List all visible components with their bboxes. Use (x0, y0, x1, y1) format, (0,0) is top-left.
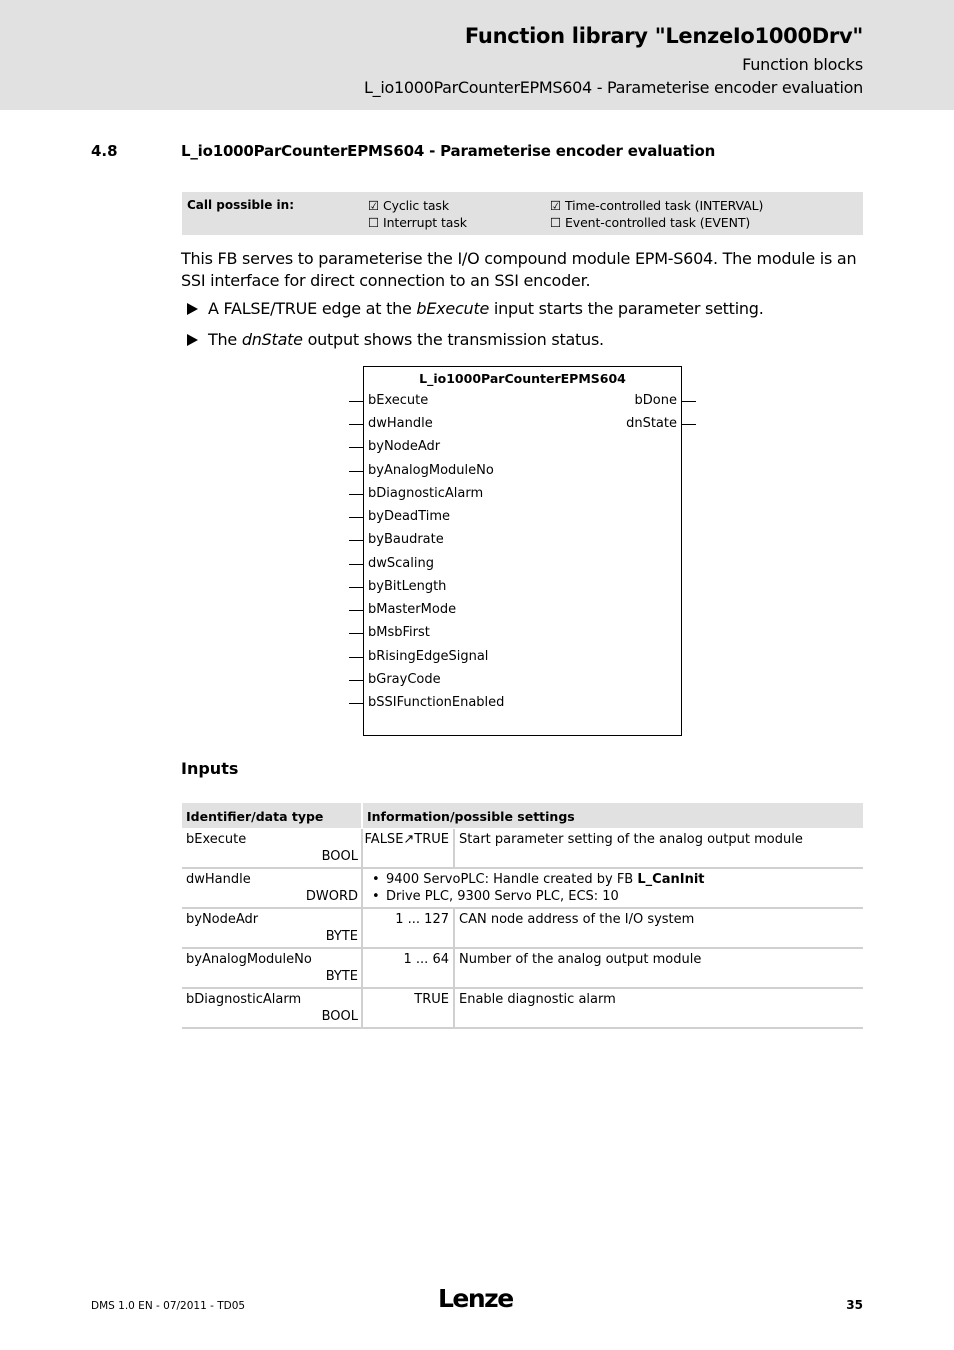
pin-line (349, 494, 363, 495)
call-possible-box (182, 192, 863, 235)
fb-input-pin: byAnalogModuleNo (368, 463, 494, 478)
table-row (182, 869, 863, 909)
pin-line (349, 471, 363, 472)
pin-line (349, 587, 363, 588)
fb-input-pin: bExecute (368, 393, 429, 408)
fb-input-pin: byBitLength (368, 579, 447, 594)
fb-input-pin: bDiagnosticAlarm (368, 486, 484, 501)
row-data-type: DWORD (305, 889, 358, 904)
row-info: Start parameter setting of the analog output module (459, 832, 803, 847)
function-block-diagram (363, 366, 682, 736)
intro-bullet-dnstate: The dnState output shows the transmission status. (187, 330, 604, 349)
pin-line (349, 657, 363, 658)
function-block-name: L_io1000ParCounterEPMS604 (419, 371, 626, 386)
fb-input-pin: bRisingEdgeSignal (368, 649, 489, 664)
lenze-logo: Lenze (438, 1284, 513, 1313)
column-divider (453, 949, 455, 989)
row-data-type: BOOL (321, 849, 358, 864)
bullet-triangle-icon (187, 334, 198, 346)
row-info: Number of the analog output module (459, 952, 702, 967)
table-row (182, 949, 863, 989)
inputs-heading: Inputs (181, 759, 239, 778)
call-possible-label: Call possible in: (187, 198, 295, 212)
row-info: Enable diagnostic alarm (459, 992, 616, 1007)
call-event-controlled-task: ☐ Event-controlled task (EVENT) (550, 215, 751, 230)
section-number: 4.8 (91, 142, 118, 160)
fb-input-pin: bGrayCode (368, 672, 441, 687)
pin-line (349, 401, 363, 402)
header-title: Function library "LenzeIo1000Drv" (464, 24, 863, 48)
fb-input-pin: bSSIFunctionEnabled (368, 695, 505, 710)
row-value: TRUE (414, 992, 449, 1007)
pin-line (349, 424, 363, 425)
header-subtitle-chapter: Function blocks (742, 55, 863, 74)
intro-paragraph: This FB serves to parameterise the I/O compound module EPM-S604. The module is an SSI interface for direct connection to an SSI encoder. (181, 249, 857, 290)
row-bullet-item: • Drive PLC, 9300 Servo PLC, ECS: 10 (372, 889, 619, 904)
pin-line (349, 680, 363, 681)
bullet-triangle-icon (187, 303, 198, 315)
column-divider (453, 909, 455, 949)
pin-line (682, 424, 696, 425)
row-identifier: bExecute (186, 832, 247, 847)
table-row (182, 909, 863, 949)
row-value: 1 ... 127 (395, 912, 449, 927)
page-header (0, 0, 954, 110)
footer-document-id: DMS 1.0 EN - 07/2011 - TD05 (91, 1300, 246, 1312)
row-identifier: byNodeAdr (186, 912, 259, 927)
pin-line (349, 564, 363, 565)
table-header-information: Information/possible settings (363, 803, 863, 828)
fb-input-pin: bMsbFirst (368, 625, 430, 640)
fb-output-pin: bDone (634, 393, 677, 408)
pin-line (349, 633, 363, 634)
row-bullet-item: • 9400 ServoPLC: Handle created by FB L_CanInit (372, 872, 705, 887)
fb-input-pin: byNodeAdr (368, 439, 441, 454)
table-row (182, 829, 863, 869)
fb-input-pin: byDeadTime (368, 509, 450, 524)
pin-line (682, 401, 696, 402)
pin-line (349, 517, 363, 518)
table-header-identifier: Identifier/data type (182, 803, 361, 828)
row-data-type: BOOL (321, 1009, 358, 1024)
fb-input-pin: byBaudrate (368, 532, 444, 547)
call-interrupt-task: ☐ Interrupt task (368, 215, 467, 230)
pin-line (349, 540, 363, 541)
page-number: 35 (846, 1298, 863, 1312)
fb-output-pin: dnState (626, 416, 677, 431)
call-cyclic-task: ☑ Cyclic task (368, 198, 449, 213)
section-title: L_io1000ParCounterEPMS604 - Parameterise encoder evaluation (181, 142, 716, 160)
column-divider (453, 829, 455, 869)
call-time-controlled-task: ☑ Time-controlled task (INTERVAL) (550, 198, 764, 213)
pin-line (349, 703, 363, 704)
row-data-type: BYTE (325, 969, 358, 984)
row-identifier: bDiagnosticAlarm (186, 992, 302, 1007)
fb-input-pin: bMasterMode (368, 602, 457, 617)
row-value: FALSE↗TRUE (364, 832, 449, 847)
header-subtitle-section: L_io1000ParCounterEPMS604 - Parameterise encoder evaluation (364, 78, 863, 97)
intro-bullet-execute: A FALSE/TRUE edge at the bExecute input starts the parameter setting. (187, 299, 764, 318)
column-divider (361, 869, 363, 909)
pin-line (349, 447, 363, 448)
row-value: 1 ... 64 (403, 952, 449, 967)
pin-line (349, 610, 363, 611)
column-divider (453, 989, 455, 1029)
row-info: CAN node address of the I/O system (459, 912, 695, 927)
fb-input-pin: dwScaling (368, 556, 434, 571)
row-data-type: BYTE (325, 929, 358, 944)
row-identifier: dwHandle (186, 872, 251, 887)
fb-input-pin: dwHandle (368, 416, 433, 431)
table-row (182, 989, 863, 1029)
row-identifier: byAnalogModuleNo (186, 952, 312, 967)
